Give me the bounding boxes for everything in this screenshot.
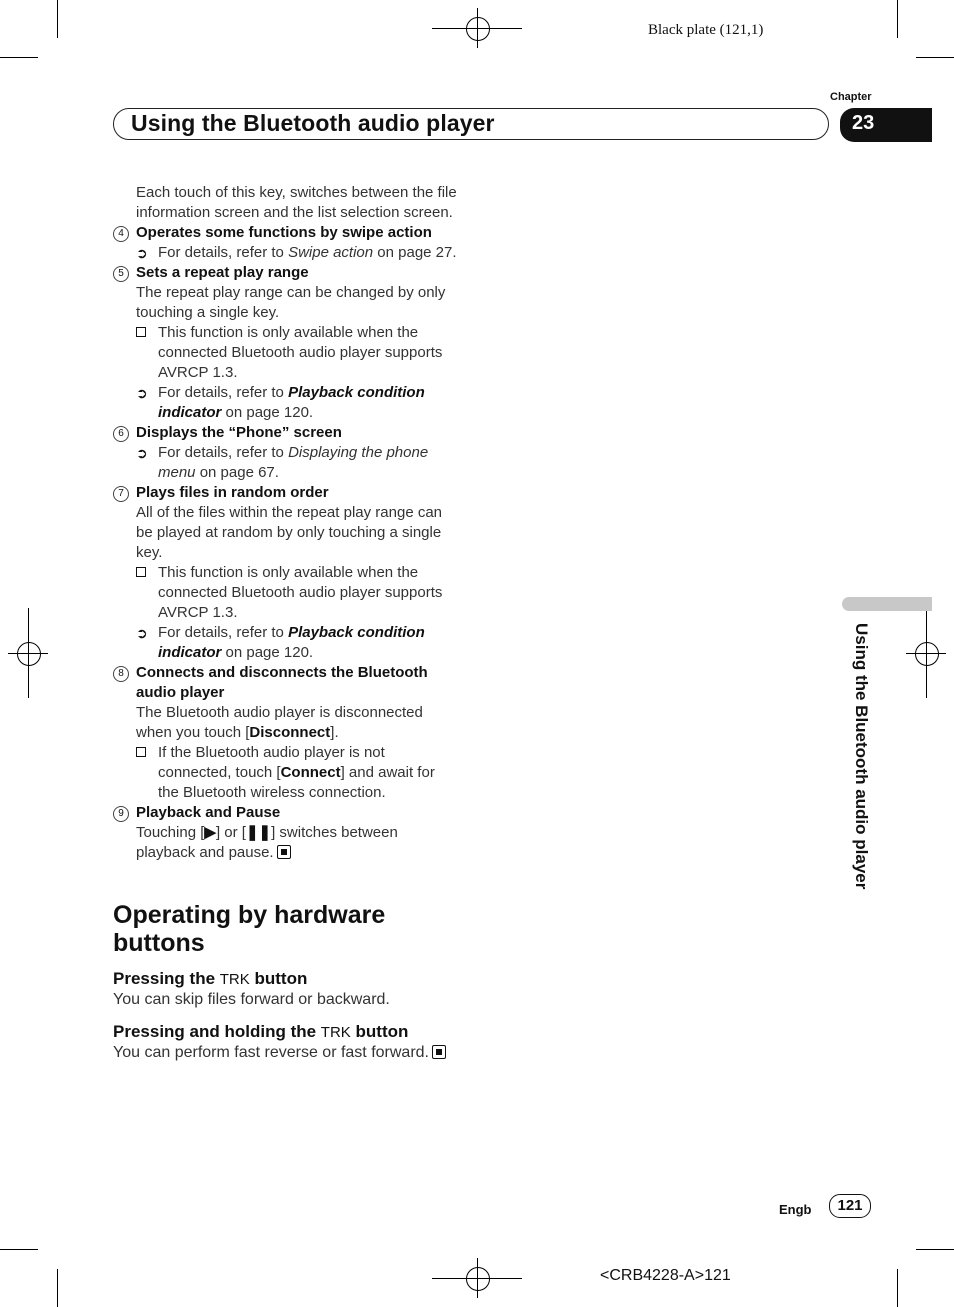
pause-icon: ❚❚ xyxy=(245,824,272,841)
item-title: Connects and disconnects the Bluetooth audio player xyxy=(136,664,428,701)
list-item xyxy=(113,423,458,443)
reference-link[interactable]: Playback condition indicator xyxy=(158,384,425,421)
section-heading: Operating by hardware buttons xyxy=(113,901,386,957)
arrow-icon: ➲ xyxy=(136,385,148,401)
subheading: Pressing the TRK button xyxy=(113,969,308,988)
reference-line: ➲ For details, refer to Swipe action on page 27. xyxy=(136,244,457,261)
item-body: The repeat play range can be changed by only touching a single key. xyxy=(136,284,446,321)
arrow-icon: ➲ xyxy=(136,625,148,641)
reference-line: ➲ For details, refer to Displaying the phone menu on page 67. xyxy=(136,444,429,481)
end-mark-icon xyxy=(432,1045,446,1059)
chapter-number: 23 xyxy=(852,112,875,134)
reference-link[interactable]: Playback condition indicator xyxy=(158,624,425,661)
crop-mark xyxy=(916,1249,954,1250)
item-title: Displays the “Phone” screen xyxy=(136,424,342,441)
note-box-icon xyxy=(136,327,146,337)
registration-circle xyxy=(915,642,939,666)
language-label: Engb xyxy=(779,1202,812,1217)
crop-mark xyxy=(0,1249,38,1250)
item-body: The Bluetooth audio player is disconnected when you touch [Disconnect]. xyxy=(136,704,423,741)
crop-mark xyxy=(57,1269,58,1307)
crop-mark xyxy=(897,1269,898,1307)
crop-mark xyxy=(57,0,58,38)
play-icon: ▶ xyxy=(204,824,216,841)
item-number: 7 xyxy=(113,486,129,502)
side-tab xyxy=(842,597,932,611)
reference-line: ➲ For details, refer to Playback condition indicator on page 120. xyxy=(136,624,425,661)
list-item xyxy=(113,483,458,503)
note-line: This function is only available when the connected Bluetooth audio player supports AVRCP 1.3. xyxy=(113,323,458,383)
list-item xyxy=(113,263,458,283)
note-line: This function is only available when the connected Bluetooth audio player supports AVRCP 1.3. xyxy=(113,563,458,623)
disconnect-key: Disconnect xyxy=(249,724,331,741)
side-tab-label: Using the Bluetooth audio player xyxy=(852,623,871,890)
registration-circle xyxy=(466,1267,490,1291)
item-number: 4 xyxy=(113,226,129,242)
section-body: You can perform fast reverse or fast forward. xyxy=(113,1043,458,1063)
item-body: Touching [▶] or [❚❚] switches between playback and pause. xyxy=(136,824,398,861)
item-number: 6 xyxy=(113,426,129,442)
chapter-label: Chapter xyxy=(830,91,872,103)
item-title: Operates some functions by swipe action xyxy=(136,224,432,241)
registration-circle xyxy=(17,642,41,666)
page-title: Using the Bluetooth audio player xyxy=(131,110,495,136)
item-title: Plays files in random order xyxy=(136,484,329,501)
item-number: 8 xyxy=(113,666,129,682)
plate-label: Black plate (121,1) xyxy=(648,22,764,38)
arrow-icon: ➲ xyxy=(136,245,148,261)
item-number: 9 xyxy=(113,806,129,822)
section-body: You can skip files forward or backward. xyxy=(113,991,390,1008)
list-item xyxy=(113,663,458,703)
item-title: Sets a repeat play range xyxy=(136,264,309,281)
reference-link[interactable]: Displaying the phone menu xyxy=(158,444,429,481)
item-number: 5 xyxy=(113,266,129,282)
reference-line: ➲ For details, refer to Playback condition indicator on page 120. xyxy=(136,384,425,421)
end-mark-icon xyxy=(277,845,291,859)
registration-circle xyxy=(466,17,490,41)
list-item xyxy=(113,223,458,243)
note-box-icon xyxy=(136,747,146,757)
list-item xyxy=(113,803,458,823)
document-code: <CRB4228-A>121 xyxy=(600,1267,731,1284)
reference-link[interactable]: Swipe action xyxy=(288,244,374,261)
main-column xyxy=(113,183,458,1063)
note-box-icon xyxy=(136,567,146,577)
trk-label: TRK xyxy=(320,1024,351,1041)
trk-label: TRK xyxy=(219,971,250,988)
crop-mark xyxy=(897,0,898,38)
page-number: 121 xyxy=(829,1194,871,1218)
crop-mark xyxy=(916,57,954,58)
subheading: Pressing and holding the TRK button xyxy=(113,1022,409,1041)
item-body: All of the files within the repeat play range can be played at random by only touching a single key. xyxy=(136,504,443,561)
item-title: Playback and Pause xyxy=(136,804,281,821)
note-line: If the Bluetooth audio player is not connected, touch [Connect] and await for the Bluetooth wireless connection. xyxy=(113,743,458,803)
arrow-icon: ➲ xyxy=(136,445,148,461)
connect-key: Connect xyxy=(280,764,341,781)
intro-text: Each touch of this key, switches between the file information screen and the list selection screen. xyxy=(136,184,457,221)
crop-mark xyxy=(0,57,38,58)
